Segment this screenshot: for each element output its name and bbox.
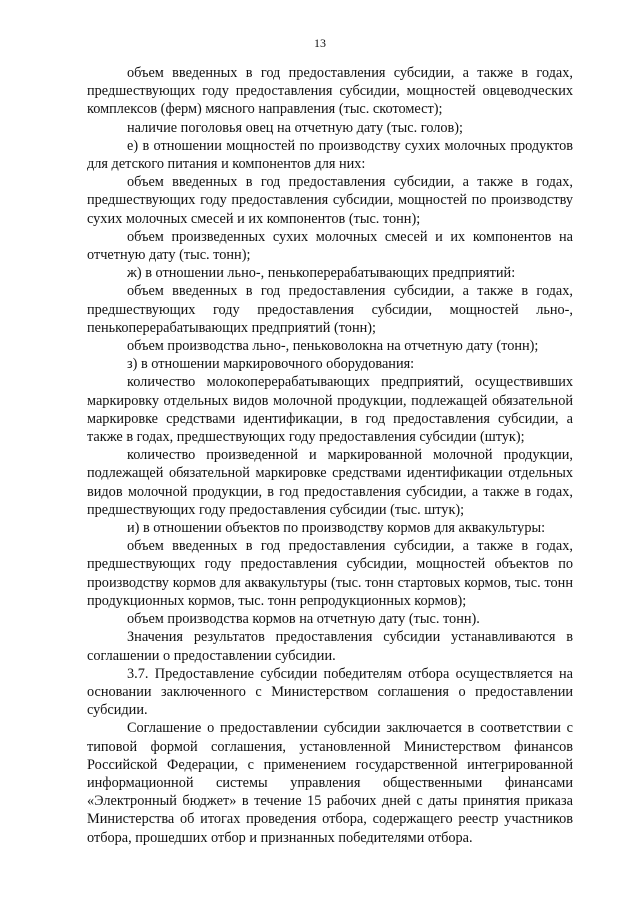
paragraph-marked-products: количество произведенной и маркированной молочной продукции, подлежащей обязательной маркировке средствами идентификации отдельных видов молочной продукции, в год предоставления субсидии, а также в годах, предшествующих году предоставления субсидии (тыс. штук); bbox=[87, 447, 573, 518]
paragraph-flax-hemp-capacity: объем введенных в год предоставления субсидии, а также в годах, предшествующих году предоставления субсидии, мощностей льно-, пенькоперерабатывающих предприятий (тонн); bbox=[87, 283, 573, 336]
paragraph-sheep-livestock: наличие поголовья овец на отчетную дату (тыс. голов); bbox=[127, 119, 464, 136]
paragraph-clause-3-7: 3.7. Предоставление субсидии победителям отбора осуществляется на основании заключенного с Министерством соглашения о предоставлении субсидии. bbox=[87, 665, 573, 719]
document-body bbox=[87, 64, 573, 847]
paragraph-aquafeed-capacity: объем введенных в год предоставления субсидии, а также в годах, предшествующих году предоставления субсидии, мощностей объектов по производству кормов для аквакультуры (тыс. тонн стартовых кормов, тыс. тонн продукционных кормов, тыс. тонн репродукционных кормов); bbox=[87, 538, 573, 609]
paragraph-aquafeed-volume: объем производства кормов на отчетную дату (тыс. тонн). bbox=[127, 611, 480, 628]
page-number: 13 bbox=[314, 36, 326, 50]
paragraph-dry-milk-volume: объем произведенных сухих молочных смесей и их компонентов на отчетную дату (тыс. тонн); bbox=[87, 228, 573, 264]
paragraph-flax-hemp-volume: объем производства льно-, пеньковолокна на отчетную дату (тонн); bbox=[127, 338, 539, 355]
paragraph-sheep-complex-capacity: объем введенных в год предоставления субсидии, а также в годах, предшествующих году предоставления субсидии, мощностей овцеводческих комплексов (ферм) мясного направления (тыс. скотомест); bbox=[87, 65, 573, 118]
paragraph-section-e-heading: е) в отношении мощностей по производству сухих молочных продуктов для детского питания и компонентов для них: bbox=[87, 137, 573, 173]
paragraph-section-zh-heading: ж) в отношении льно-, пенькоперерабатывающих предприятий: bbox=[127, 265, 516, 282]
paragraph-marking-enterprises: количество молокоперерабатывающих предприятий, осуществивших маркировку отдельных видов молочной продукции, подлежащей обязательной маркировке средствами идентификации, в год предоставления субсидии, а также в годах, предшествующих году предоставления субсидии (штук); bbox=[87, 374, 573, 446]
paragraph-section-z-heading: з) в отношении маркировочного оборудования: bbox=[127, 356, 415, 373]
paragraph-result-values: Значения результатов предоставления субсидии устанавливаются в соглашении о предоставлении субсидии. bbox=[87, 629, 573, 664]
paragraph-agreement-conclusion: Соглашение о предоставлении субсидии заключается в соответствии с типовой формой соглашения, установленной Министерством финансов Российской Федерации, с применением государственной интегрированной информационной системы управления общественными финансами «Электронный бюджет» в течение 15 рабочих дней с даты принятия приказа Министерства об итогах проведения отбора, содержащего реестр участников отбора, прошедших отбор и признанных победителями отбора. bbox=[87, 720, 573, 846]
paragraph-dry-milk-capacity: объем введенных в год предоставления субсидии, а также в годах, предшествующих году предоставления субсидии, мощностей по производству сухих молочных смесей и их компонентов (тыс. тонн); bbox=[87, 174, 573, 227]
paragraph-section-i-heading: и) в отношении объектов по производству кормов для аквакультуры: bbox=[127, 520, 546, 537]
